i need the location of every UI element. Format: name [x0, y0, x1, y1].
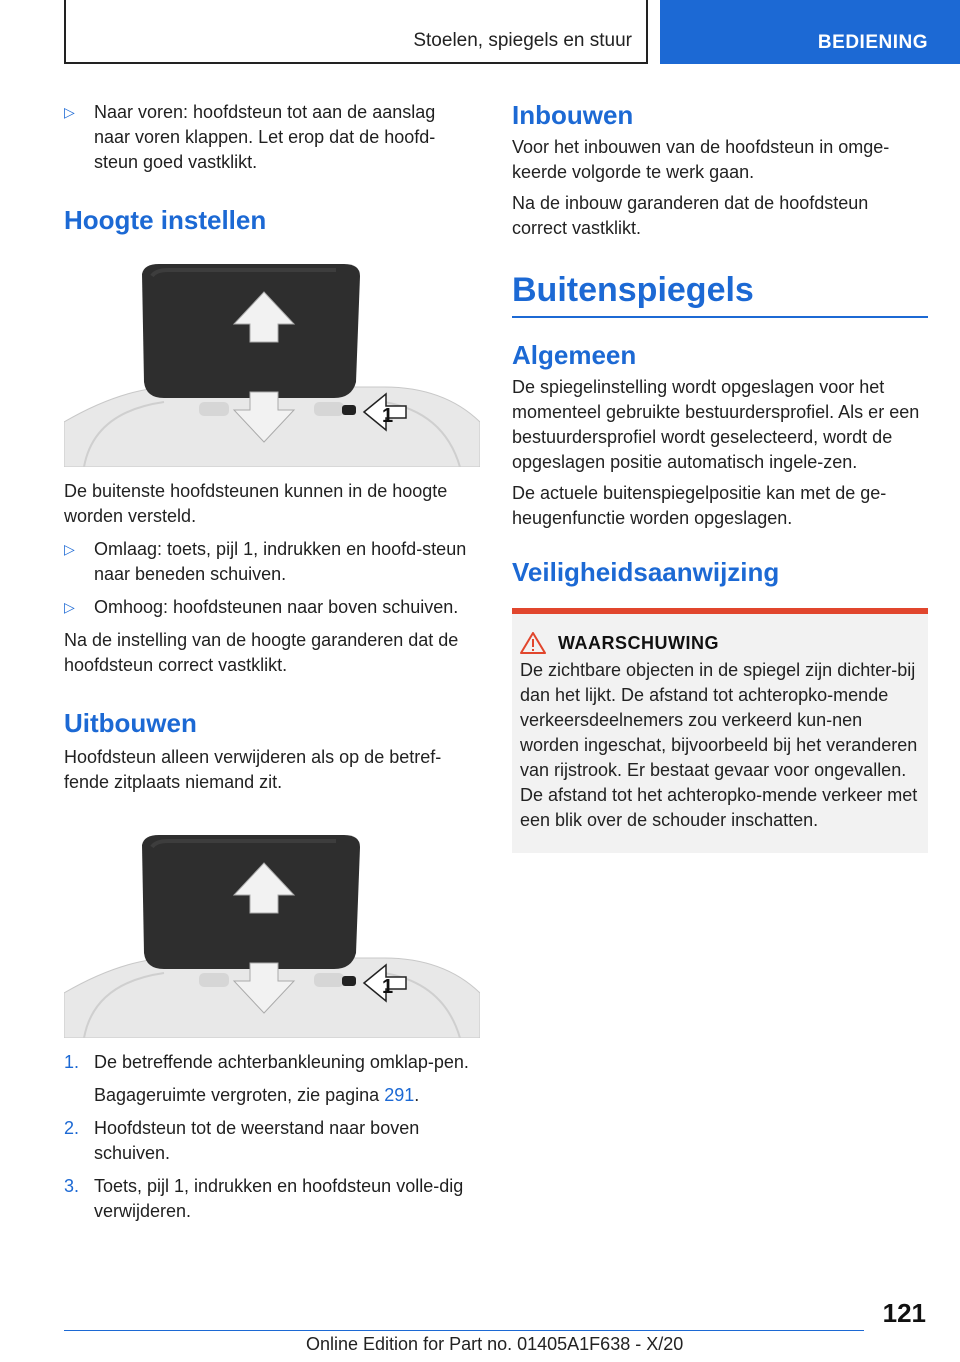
bullet-text: Omhoog: hoofdsteunen naar boven schuiven.	[94, 597, 459, 617]
left-column	[64, 100, 480, 1224]
paragraph-inbouwen-2: Na de inbouw garanderen dat de hoofdsteun correct vastklikt.	[512, 193, 869, 238]
warning-header	[520, 632, 920, 654]
footer-rule	[64, 1330, 864, 1331]
bullet-triangle-icon: ▷	[64, 104, 75, 120]
paragraph-na-instelling: Na de instelling van de hoogte garanderen dat de hoofdsteun correct vastklikt.	[64, 630, 459, 675]
headrest-removal-figure	[64, 833, 480, 1038]
right-column	[512, 100, 928, 853]
heading-buitenspiegels: Buitenspiegels	[512, 271, 754, 309]
paragraph-inbouwen-1: Voor het inbouwen van de hoofdsteun in omge‐keerde volgorde te werk gaan.	[512, 137, 890, 182]
bullet-text: Omlaag: toets, pijl 1, indrukken en hoofd‐steun naar beneden schuiven.	[94, 539, 467, 584]
headrest-height-figure	[64, 262, 480, 467]
heading-veiligheidsaanwijzing: Veiligheidsaanwijzing	[512, 557, 780, 587]
numbered-step	[64, 1050, 480, 1075]
footer-edition: Online Edition for Part no. 01405A1F638 - X/20	[306, 1334, 684, 1354]
warning-title: WAARSCHUWING	[558, 632, 719, 653]
step-note-text: Bagageruimte vergroten, zie pagina	[94, 1085, 385, 1105]
step-note	[64, 1083, 480, 1108]
header-chapter-tab	[660, 0, 960, 64]
bullet-text: Naar voren: hoofdsteun tot aan de aanslag naar voren klappen. Let erop dat de hoofd‐steun goed vastklikt.	[94, 102, 436, 172]
warning-text: De zichtbare objecten in de spiegel zijn dichter‐bij dan het lijkt. De afstand tot achteropko‐mende verkeersdeelnemers zou verkeerd kun‐nen worden ingeschat, bijvoorbeeld bij het veranderen van rijstrook. Er bestaat gevaar voor ongevallen. De afstand tot het achteropko‐mende verkeer met een blik over de schouder inschatten.	[520, 660, 918, 830]
step-number: 1.	[64, 1052, 80, 1072]
heading-hoogte-instellen: Hoogte instellen	[64, 205, 267, 235]
bullet-item	[64, 595, 480, 620]
numbered-step	[64, 1174, 480, 1224]
warning-triangle-icon	[520, 632, 546, 654]
header-section-box	[64, 0, 648, 64]
step-number: 3.	[64, 1176, 80, 1196]
page-number: 121	[882, 1298, 926, 1328]
step-text: De betreffende achterbankleuning omklap‐pen.	[94, 1052, 469, 1072]
paragraph-algemeen-1: De spiegelinstelling wordt opgeslagen voor het momenteel gebruikte bestuurdersprofiel. Als er een bestuurdersprofiel wordt geselecteerd, wordt de opgeslagen positie automatisch ingele‐zen.	[512, 377, 920, 472]
paragraph-algemeen-2: De actuele buitenspiegelpositie kan met de ge‐heugenfunctie worden opgeslagen.	[512, 483, 887, 528]
figure-callout-label: 1	[382, 405, 394, 427]
step-text: Toets, pijl 1, indrukken en hoofdsteun volle‐dig verwijderen.	[94, 1176, 464, 1221]
warning-box	[512, 608, 928, 853]
bullet-item	[64, 537, 480, 587]
bullet-item	[64, 100, 480, 175]
page-reference-link[interactable]: 291	[384, 1085, 415, 1105]
figure-callout-label: 1	[382, 976, 394, 998]
heading-inbouwen: Inbouwen	[512, 100, 634, 130]
step-number: 2.	[64, 1118, 80, 1138]
paragraph-uitbouwen: Hoofdsteun alleen verwijderen als op de betref‐fende zitplaats niemand zit.	[64, 747, 442, 792]
step-text: Hoofdsteun tot de weerstand naar boven schuiven.	[94, 1118, 420, 1163]
numbered-step	[64, 1116, 480, 1166]
heading-uitbouwen: Uitbouwen	[64, 708, 197, 738]
bullet-triangle-icon: ▷	[64, 541, 75, 557]
paragraph-hoogte: De buitenste hoofdsteunen kunnen in de hoogte worden versteld.	[64, 481, 448, 526]
heading-algemeen: Algemeen	[512, 340, 637, 370]
header-chapter-label: BEDIENING	[817, 32, 928, 53]
bullet-triangle-icon: ▷	[64, 599, 75, 615]
header-section-title: Stoelen, spiegels en stuur	[413, 30, 632, 51]
step-note-end: .	[414, 1085, 420, 1105]
section-rule	[512, 316, 928, 318]
